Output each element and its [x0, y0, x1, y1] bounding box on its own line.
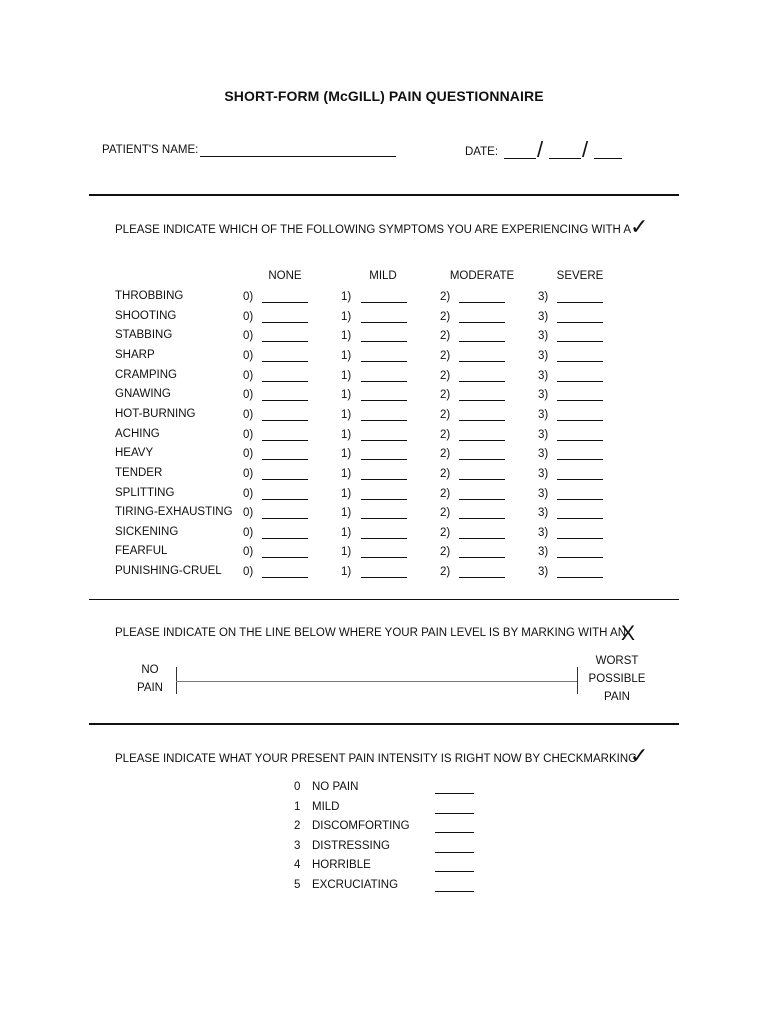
intensity-label: EXCRUCIATING: [312, 879, 399, 891]
symptom-label: PUNISHING-CRUEL: [115, 565, 222, 578]
score-number: 0): [243, 526, 254, 539]
score-number: 0): [243, 566, 254, 579]
symptom-label: SPLITTING: [115, 486, 175, 499]
page-title: SHORT-FORM (McGILL) PAIN QUESTIONNAIRE: [224, 88, 544, 104]
score-number: 0): [243, 467, 254, 480]
score-number: 1): [341, 291, 352, 303]
intensity-check-blank[interactable]: [435, 803, 474, 814]
score-number: 3): [538, 487, 549, 500]
score-number: 0): [243, 291, 254, 303]
scale-left-label-line1: NO: [141, 664, 159, 676]
score-number: 3): [538, 349, 549, 362]
score-number: 1): [341, 330, 352, 343]
score-blank-none[interactable]: [262, 371, 308, 382]
score-number: 2): [440, 448, 451, 461]
score-blank-severe[interactable]: [557, 528, 603, 539]
intensity-label: DISCOMFORTING: [312, 820, 410, 833]
score-number: 2): [440, 330, 451, 343]
score-blank-severe[interactable]: [557, 508, 603, 519]
symptom-label: CRAMPING: [115, 368, 177, 381]
score-blank-moderate[interactable]: [459, 508, 505, 519]
score-number: 3): [538, 369, 549, 382]
score-number: 0): [243, 389, 254, 402]
score-number: 1): [341, 526, 352, 539]
score-number: 3): [538, 566, 549, 579]
score-number: 1): [341, 389, 352, 402]
date-year-field[interactable]: [594, 148, 622, 159]
scale-right-label-line2: POSSIBLE: [588, 673, 646, 685]
score-blank-moderate[interactable]: [459, 292, 505, 303]
score-blank-mild[interactable]: [361, 351, 407, 362]
section2-instruction: PLEASE INDICATE ON THE LINE BELOW WHERE YOUR PAIN LEVEL IS BY MARKING WITH AN: [115, 627, 627, 639]
score-blank-none[interactable]: [262, 469, 308, 480]
score-number: 1): [341, 369, 352, 382]
score-number: 0): [243, 448, 254, 461]
symptom-label: TENDER: [115, 466, 163, 479]
score-blank-none[interactable]: [262, 312, 308, 323]
symptom-label: GNAWING: [115, 388, 171, 401]
symptom-label: STABBING: [115, 329, 173, 342]
score-number: 1): [341, 566, 352, 579]
pain-level-scale-line[interactable]: [176, 681, 577, 682]
score-blank-severe[interactable]: [557, 567, 603, 578]
divider: [89, 599, 679, 600]
intensity-label: HORRIBLE: [312, 859, 371, 872]
score-blank-none[interactable]: [262, 489, 308, 500]
column-header-none: NONE: [268, 270, 302, 282]
score-blank-moderate[interactable]: [459, 430, 505, 441]
score-number: 0): [243, 310, 254, 323]
intensity-number: 5: [294, 879, 301, 891]
score-number: 2): [440, 349, 451, 362]
intensity-number: 4: [294, 859, 301, 872]
score-blank-mild[interactable]: [361, 489, 407, 500]
score-number: 0): [243, 408, 254, 421]
symptom-label: FEARFUL: [115, 545, 168, 558]
patient-name-label: PATIENT'S NAME:: [102, 144, 199, 156]
intensity-number: 0: [294, 781, 301, 793]
scale-right-tick: [577, 667, 578, 694]
symptom-label: THROBBING: [115, 290, 184, 302]
score-blank-moderate[interactable]: [459, 528, 505, 539]
score-blank-none[interactable]: [262, 331, 308, 342]
patient-name-field[interactable]: [200, 146, 396, 157]
intensity-label: MILD: [312, 800, 340, 813]
divider: [89, 723, 679, 725]
symptom-label: ACHING: [115, 427, 160, 440]
date-day-field[interactable]: [549, 148, 581, 159]
score-blank-none[interactable]: [262, 449, 308, 460]
score-number: 1): [341, 546, 352, 559]
intensity-check-blank[interactable]: [435, 861, 474, 872]
score-number: 3): [538, 448, 549, 461]
score-number: 3): [538, 428, 549, 441]
score-blank-none[interactable]: [262, 567, 308, 578]
score-blank-moderate[interactable]: [459, 312, 505, 323]
score-number: 1): [341, 310, 352, 323]
score-blank-none[interactable]: [262, 390, 308, 401]
intensity-check-blank[interactable]: [435, 822, 474, 833]
score-number: 0): [243, 369, 254, 382]
section1-instruction: PLEASE INDICATE WHICH OF THE FOLLOWING SYMPTOMS YOU ARE EXPERIENCING WITH A: [115, 224, 632, 236]
score-number: 0): [243, 487, 254, 500]
score-blank-severe[interactable]: [557, 430, 603, 441]
divider: [89, 194, 679, 196]
score-number: 3): [538, 389, 549, 402]
score-blank-mild[interactable]: [361, 312, 407, 323]
score-number: 2): [440, 408, 451, 421]
score-number: 2): [440, 507, 451, 520]
score-number: 2): [440, 428, 451, 441]
score-blank-mild[interactable]: [361, 508, 407, 519]
score-blank-severe[interactable]: [557, 292, 603, 303]
score-blank-severe[interactable]: [557, 312, 603, 323]
score-number: 2): [440, 566, 451, 579]
column-header-moderate: MODERATE: [449, 270, 515, 282]
score-blank-moderate[interactable]: [459, 410, 505, 421]
score-blank-mild[interactable]: [361, 410, 407, 421]
intensity-check-blank[interactable]: [435, 783, 474, 794]
score-blank-mild[interactable]: [361, 567, 407, 578]
score-blank-mild[interactable]: [361, 292, 407, 303]
score-number: 0): [243, 349, 254, 362]
intensity-label: NO PAIN: [312, 781, 359, 793]
score-blank-severe[interactable]: [557, 371, 603, 382]
score-blank-none[interactable]: [262, 430, 308, 441]
score-blank-moderate[interactable]: [459, 567, 505, 578]
score-blank-moderate[interactable]: [459, 351, 505, 362]
score-blank-moderate[interactable]: [459, 469, 505, 480]
score-number: 3): [538, 310, 549, 323]
score-blank-severe[interactable]: [557, 410, 603, 421]
score-blank-severe[interactable]: [557, 331, 603, 342]
score-blank-severe[interactable]: [557, 351, 603, 362]
score-blank-none[interactable]: [262, 410, 308, 421]
score-number: 0): [243, 330, 254, 343]
score-blank-moderate[interactable]: [459, 489, 505, 500]
score-blank-moderate[interactable]: [459, 390, 505, 401]
score-blank-severe[interactable]: [557, 469, 603, 480]
score-blank-none[interactable]: [262, 528, 308, 539]
score-number: 2): [440, 487, 451, 500]
section3-instruction: PLEASE INDICATE WHAT YOUR PRESENT PAIN INTENSITY IS RIGHT NOW BY CHECKMARKING: [115, 753, 638, 765]
score-number: 2): [440, 467, 451, 480]
checkmark-icon: ✓: [630, 214, 649, 239]
score-blank-mild[interactable]: [361, 469, 407, 480]
score-number: 0): [243, 507, 254, 520]
score-number: 2): [440, 526, 451, 539]
intensity-number: 1: [294, 800, 301, 813]
score-blank-severe[interactable]: [557, 489, 603, 500]
score-number: 2): [440, 310, 451, 323]
score-blank-severe[interactable]: [557, 390, 603, 401]
date-slash-1: /: [537, 137, 544, 162]
column-header-mild: MILD: [369, 270, 397, 282]
score-blank-none[interactable]: [262, 508, 308, 519]
score-number: 1): [341, 428, 352, 441]
symptom-label: TIRING-EXHAUSTING: [115, 506, 233, 519]
symptom-label: SHARP: [115, 348, 155, 361]
score-blank-mild[interactable]: [361, 371, 407, 382]
x-mark-icon: X: [621, 622, 636, 645]
score-number: 1): [341, 349, 352, 362]
score-number: 0): [243, 428, 254, 441]
checkmark-icon: ✓: [630, 743, 649, 768]
score-number: 3): [538, 526, 549, 539]
score-blank-moderate[interactable]: [459, 371, 505, 382]
intensity-check-blank[interactable]: [435, 842, 474, 853]
symptom-label: SICKENING: [115, 525, 179, 538]
score-number: 3): [538, 467, 549, 480]
score-blank-none[interactable]: [262, 351, 308, 362]
score-blank-mild[interactable]: [361, 449, 407, 460]
score-blank-severe[interactable]: [557, 449, 603, 460]
score-number: 2): [440, 369, 451, 382]
symptom-label: HOT-BURNING: [115, 407, 196, 420]
scale-left-label-line2: PAIN: [137, 682, 163, 694]
score-number: 3): [538, 546, 549, 559]
score-number: 2): [440, 389, 451, 402]
score-blank-mild[interactable]: [361, 331, 407, 342]
intensity-number: 2: [294, 820, 301, 833]
score-number: 2): [440, 546, 451, 559]
score-number: 1): [341, 467, 352, 480]
score-blank-moderate[interactable]: [459, 449, 505, 460]
symptom-label: HEAVY: [115, 447, 154, 460]
score-blank-none[interactable]: [262, 547, 308, 558]
score-number: 3): [538, 291, 549, 303]
score-number: 1): [341, 408, 352, 421]
intensity-number: 3: [294, 839, 301, 852]
score-blank-mild[interactable]: [361, 430, 407, 441]
intensity-check-blank[interactable]: [435, 881, 474, 892]
date-month-field[interactable]: [504, 148, 536, 159]
score-blank-mild[interactable]: [361, 528, 407, 539]
scale-right-label-line1: WORST: [595, 655, 639, 667]
scale-right-label-line3: PAIN: [604, 691, 630, 703]
score-number: 3): [538, 507, 549, 520]
score-number: 3): [538, 330, 549, 343]
score-blank-severe[interactable]: [557, 547, 603, 558]
score-blank-mild[interactable]: [361, 547, 407, 558]
score-blank-moderate[interactable]: [459, 547, 505, 558]
column-header-severe: SEVERE: [556, 270, 604, 282]
score-number: 2): [440, 291, 451, 303]
score-number: 1): [341, 448, 352, 461]
score-number: 3): [538, 408, 549, 421]
score-blank-none[interactable]: [262, 292, 308, 303]
date-slash-2: /: [582, 137, 589, 162]
score-number: 1): [341, 487, 352, 500]
score-blank-mild[interactable]: [361, 390, 407, 401]
date-label: DATE:: [465, 146, 499, 158]
intensity-label: DISTRESSING: [312, 839, 390, 852]
score-number: 0): [243, 546, 254, 559]
symptom-label: SHOOTING: [115, 309, 177, 322]
score-number: 1): [341, 507, 352, 520]
score-blank-moderate[interactable]: [459, 331, 505, 342]
